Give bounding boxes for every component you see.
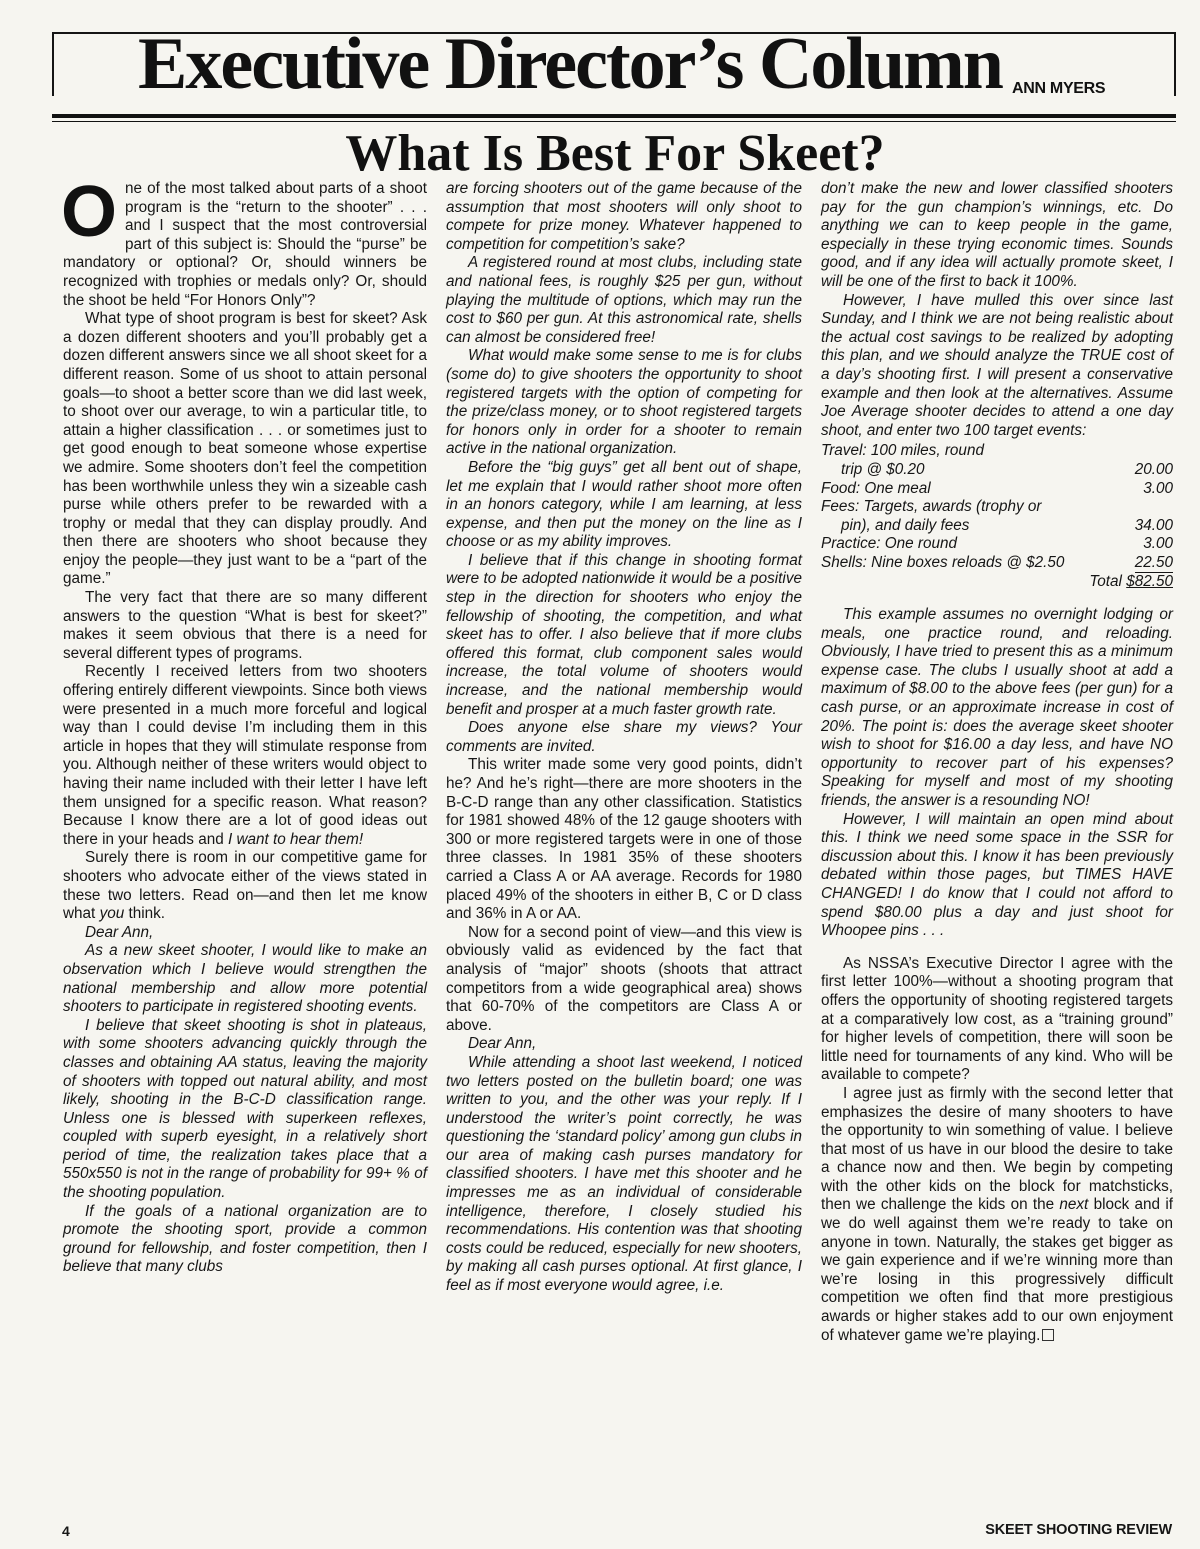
letter-paragraph: are forcing shooters out of the game because of the assumption that most shooters will only shoot to compete for prize money. Whatever happened to competition for competition’s sake?	[446, 180, 802, 253]
expense-label: pin), and daily fees	[841, 516, 970, 534]
letter-paragraph: Before the “big guys” get all bent out of shape, let me explain that I would rather shoot more often in an honors category, while I am learning, at less expense, and then put the money on the line as I choose or as my ability improves.	[446, 458, 802, 551]
header-rule-thick	[52, 114, 1176, 118]
letter-paragraph: As a new skeet shooter, I would like to make an observation which I believe would strengthen the national membership and allow more potential shooters to participate in registered shooting events.	[63, 942, 427, 1016]
expense-value: 3.00	[1143, 535, 1173, 553]
paragraph: What type of shoot program is best for skeet? Ask a dozen different shooters and you’ll probably get a dozen different answers since we all shoot skeet for a different reason. Some of us shoot to attain personal goals—to shoot a better score than we did last week, to shoot over our average, to win a particular title, to attain a higher classification . . . or sometimes just to get good enough to beat someone whose expertise we admire. Some shooters don’t feel the competition has been worthwhile unless they win a sizeable cash purse while others prefer to be rewarded with a trophy or medal that they can display proudly. And then there are shooters who shoot because they enjoy the people—they just want to be a “part of the game.”	[63, 310, 427, 588]
expense-value: 22.50	[1135, 554, 1173, 574]
expense-label: Shells: Nine boxes reloads @ $2.50	[821, 553, 1065, 571]
emphasis-text: next	[1059, 1196, 1089, 1214]
letter-paragraph: Does anyone else share my views? Your comments are invited.	[446, 719, 802, 755]
expense-total-row	[821, 573, 1173, 592]
expense-row	[821, 442, 1173, 461]
paragraph-text: ne of the most talked about parts of a shoot program is the “return to the shooter” . . . and I suspect that the most controversial part of this subject is: Should the “purse” be mandatory or optional? Or, should winners be recognized with trophies or medals only? Or, should the shoot be held “For Honors Only”?	[63, 180, 427, 309]
letter-paragraph: While attending a shoot last weekend, I noticed two letters posted on the bulletin board; one was written to you, and the other was your reply. If I understood the writer’s point correctly, he was questioning the ‘standard policy’ among gun clubs in our area of making cash purses mandatory for classified shooters. I have met this shooter and he impresses me as an individual of considerable intelligence, therefore, I closely studied his recommendations. His contention was that shooting costs could be reduced, especially for new shooters, by making all cash purses optional. At first glance, I feel as if most everyone would agree, i.e.	[446, 1053, 802, 1295]
letter-paragraph: However, I have mulled this over since last Sunday, and I think we are not being realistic about the actual cost savings to be realized by adopting this plan, and we should analyze the TRUE cost of a day’s shooting first. I will present a conservative example and then look at the alternatives. Assume Joe Average shooter decides to attend a one day shoot, and enter two 100 target events:	[821, 291, 1173, 439]
expense-row	[821, 498, 1173, 517]
end-mark-icon	[1042, 1329, 1054, 1341]
expense-label: Travel: 100 miles, round	[821, 442, 984, 460]
paragraph: This writer made some very good points, didn’t he? And he’s right—there are more shooters in the B-C-D range than any other classification. Statistics for 1981 showed 48% of the 12 gauge shooters with 300 or more registered targets were in one of those three classes. In 1981 35% of these shooters carried a Class A or AA average. Records for 1980 placed 49% of the shooters in either B, C or D class and 36% in A or AA.	[446, 756, 802, 923]
expense-table	[821, 442, 1173, 592]
paragraph: As NSSA’s Executive Director I agree with the first letter 100%—without a shooting program that offers the opportunity of shooting registered targets at a comparatively low cost, as a “training ground” for higher levels of competition, there will soon be little need for tournaments of any kind. Who will be available to compete?	[821, 954, 1173, 1084]
expense-value: 3.00	[1143, 479, 1173, 497]
expense-label: Practice: One round	[821, 535, 958, 553]
article-column-3	[821, 180, 1173, 1345]
letter-paragraph: I believe that if this change in shooting format were to be adopted nationwide it would be a positive step in the direction for shooters who enjoy the fellowship of shooting, the competition, and what skeet has to offer. I also believe that if more clubs offered this format, club component sales would increase, the total volume of shooters would increase, and the national membership would benefit and prosper at a much faster growth rate.	[446, 551, 802, 718]
drop-cap: O	[61, 172, 118, 252]
article-column-2	[446, 180, 802, 1296]
letter-paragraph: What would make some sense to me is for clubs (some do) to give shooters the opportunity to shoot registered targets with the option of competing for the prize/class money, or to shoot registered targets for honors only in order for a shooter to remain active in the national organization.	[446, 347, 802, 458]
letter-paragraph: don’t make the new and lower classified shooters pay for the gun champion’s winnings, etc. Do anything we can to keep people in the game, especially in these trying economic times. Sounds good, and if any idea will actually promote skeet, I will be one of the first to back it 100%.	[821, 180, 1173, 290]
paragraph	[63, 849, 427, 923]
letter-paragraph: However, I will maintain an open mind about this. I think we need some space in the SSR for discussion about this. I know it has been previously debated within those pages, but TIMES HAVE CHANGED! I do know that I could not afford to spend $80.00 plus a day and just shoot for Whoopee pins . . .	[821, 810, 1173, 940]
paragraph-text: block and if we do well against them we’re ready to take on anyone in town. Naturally, the stakes get bigger as we gain experience and if we’re winning more than we’re losing in this progressively difficult competition we often find that more prestigious awards or higher stakes add to our own enjoyment of whatever game we’re playing.	[821, 1196, 1173, 1344]
paragraph: Now for a second point of view—and this view is obviously valid as evidenced by the fact that analysis of “major” shoots (shoots that attract competitors from a wide geographical area) shows that 60-70% of the competitors are Class A or above.	[446, 923, 802, 1034]
header-rule-thin	[52, 121, 1176, 122]
expense-row	[821, 517, 1173, 536]
paragraph-text: think.	[124, 905, 166, 923]
letter-paragraph: If the goals of a national organization are to promote the shooting sport, provide a common ground for fellowship, and foster competition, then I believe that many clubs	[63, 1202, 427, 1276]
author-name: ANN MYERS	[1012, 80, 1106, 97]
expense-label: Food: One meal	[821, 479, 931, 497]
article-headline: What Is Best For Skeet?	[345, 125, 885, 182]
emphasis-text: I want to hear them!	[227, 830, 364, 848]
letter-salutation: Dear Ann,	[85, 923, 154, 941]
paragraph: The very fact that there are so many different answers to the question “What is best for skeet?” makes it seem obvious that there is a need for several different types of programs.	[63, 589, 427, 662]
expense-total-label: Total	[1089, 573, 1122, 591]
paragraph-text: Recently I received letters from two shooters offering entirely different viewpoints. Since both views were presented in a much more forceful and logical way than I could devise I’m including them in this article in hopes that they will stimulate response from you. Although neither of these writers would object to having their name included with their letter I have left them unsigned for a specific reason. What reason? Because I know there are a lot of good ideas out there in your heads and	[63, 663, 427, 848]
expense-row	[821, 480, 1173, 499]
emphasis-text: you	[99, 905, 125, 923]
letter-paragraph: This example assumes no overnight lodging or meals, one practice round, and reloading. Obviously, I have tried to present this as a minimum expense case. The clubs I usually shoot at add a maximum of $8.00 to the above fees (per gun) for a cash purse, or an approximate increase in cost of 20%. The point is: does the average skeet shooter wish to shoot for $16.00 a day less, and have NO opportunity to recover part of his expenses? Speaking for myself and most of my shooting friends, the answer is a resounding NO!	[821, 606, 1173, 809]
letter-salutation: Dear Ann,	[468, 1035, 537, 1053]
paragraph	[821, 1085, 1173, 1345]
expense-total-value: $82.50	[1126, 573, 1173, 591]
expense-value: 20.00	[1134, 460, 1173, 478]
paragraph-text: Surely there is room in our competitive game for shooters who advocate either of the views stated in these two letters. Read on—and then let me know what	[63, 849, 427, 923]
paragraph	[61, 172, 427, 310]
article-column-1	[61, 172, 427, 1277]
letter-paragraph: I believe that skeet shooting is shot in plateaus, with some shooters advancing quickly through the classes and obtaining AA status, leaving the majority of shooters with topped out natural ability, and most likely, shooting in the B-C-D classification range. Unless one is blessed with superkeen reflexes, coupled with superb eyesight, in a relatively short period of time, the realization takes place that a 550x550 is not in the range of probability for 99+ % of the shooting population.	[63, 1016, 427, 1202]
paragraph-text: I agree just as firmly with the second letter that emphasizes the desire of many shooters to have the opportunity to win something of value. I believe that most of us have in our blood the desire to take a chance now and then. We begin by competing with the other kids on the block for matchsticks, then we challenge the kids on the	[821, 1084, 1173, 1214]
column-title: Executive Director’s Column	[138, 23, 1002, 105]
page-number: 4	[62, 1523, 70, 1539]
expense-label: trip @ $0.20	[841, 460, 925, 478]
expense-row	[821, 535, 1173, 554]
expense-row	[821, 461, 1173, 480]
expense-label: Fees: Targets, awards (trophy or	[821, 498, 1042, 516]
expense-value: 34.00	[1134, 516, 1173, 534]
expense-row	[821, 554, 1173, 574]
paragraph	[63, 663, 427, 849]
letter-paragraph: A registered round at most clubs, including state and national fees, is roughly $25 per gun, without playing the multitude of options, which may run the cost to $60 per gun. At this astronomical rate, shells can almost be considered free!	[446, 254, 802, 346]
publication-name: SKEET SHOOTING REVIEW	[985, 1522, 1172, 1538]
